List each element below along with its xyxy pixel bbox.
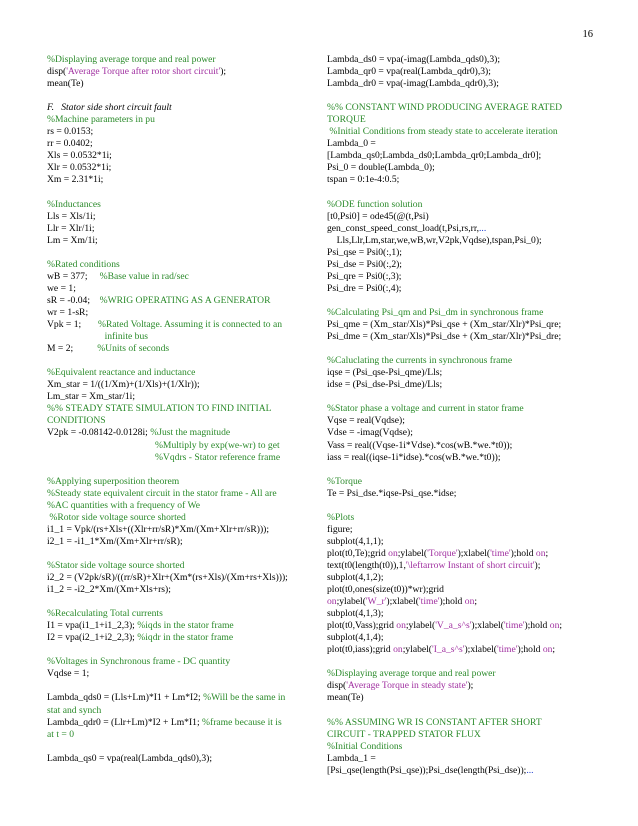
code-line: [47, 54, 315, 66]
code-text: subplot(4,1,4);: [327, 632, 384, 644]
code-text: Vdse = -imag(Vqdse);: [327, 427, 413, 439]
code-text: [Psi_qse(length(Psi_qse));Psi_dse(length(Psi_dse));: [327, 764, 527, 776]
code-text: );xlabel(: [471, 620, 504, 632]
comment-text: %Recalculating Total currents: [47, 608, 163, 620]
code-line: [327, 367, 595, 379]
code-line: [47, 187, 315, 199]
code-line: [47, 440, 315, 452]
code-text: );hold: [510, 547, 536, 559]
string-literal: on: [549, 620, 560, 632]
code-line: [47, 247, 315, 259]
code-text: Psi_qse = Psi0(:,1);: [327, 246, 402, 258]
comment-text: %Vqdrs - Stator reference frame: [154, 451, 281, 463]
code-text: Lambda_qdr0 = (Llr+Lm)*I2 + Lm*I1;: [47, 716, 203, 728]
code-line: [327, 66, 595, 78]
code-line: [47, 174, 315, 186]
code-line: [327, 391, 595, 403]
code-line: [327, 656, 595, 668]
comment-text: %Voltages in Synchronous frame - DC quantity: [47, 656, 231, 668]
string-literal: 'I_a_s^s': [432, 644, 465, 656]
code-line: [47, 355, 315, 367]
code-text: );: [467, 680, 474, 692]
code-line: [327, 331, 595, 343]
code-line: [47, 488, 315, 500]
code-text: disp(: [327, 680, 347, 692]
code-line: [327, 78, 595, 90]
string-literal: 'time': [418, 596, 440, 608]
code-line: [47, 717, 315, 729]
code-line: [47, 138, 315, 150]
code-text: V2pk = -0.08142-0.0128i;: [47, 427, 151, 439]
code-text: Lls = Xls/1i;: [47, 210, 96, 222]
code-line: [327, 632, 595, 644]
comment-text: %iqds in the stator frame: [137, 620, 234, 632]
code-line: [47, 415, 315, 427]
code-text: Lm_star = Xm_star/1i;: [47, 391, 136, 403]
code-text: [t0,Psi0] = ode45(@(t,Psi): [327, 210, 429, 222]
comment-text: %Rated conditions: [47, 258, 120, 270]
comment-text: %Machine parameters in pu: [47, 114, 155, 126]
code-line: [47, 199, 315, 211]
code-line: [327, 488, 595, 500]
code-line: [47, 680, 315, 692]
code-column-left: [47, 54, 315, 765]
code-text: ;: [474, 596, 478, 608]
code-text: i1_2 = -i2_2*Xm/(Xm+Xls+rs);: [47, 584, 171, 596]
comment-text: at t = 0: [47, 728, 74, 740]
code-line: [47, 741, 315, 753]
comment-text: %iqdr in the stator frame: [137, 632, 234, 644]
code-text: Te = Psi_dse.*iqse-Psi_qse.*idse;: [327, 487, 457, 499]
code-text: [47, 440, 155, 451]
code-text: Lambda_qs0 = vpa(real(Lambda_qds0),3);: [47, 752, 212, 764]
code-line: [327, 150, 595, 162]
code-text: ;ylabel(: [336, 596, 366, 608]
code-text: ;: [559, 620, 563, 632]
comment-text: %Plots: [327, 511, 355, 523]
code-text: Psi_qre = Psi0(:,3);: [327, 270, 402, 282]
code-line: [47, 403, 315, 415]
code-line: [327, 524, 595, 536]
code-line: [47, 283, 315, 295]
comment-text: %Stator side voltage source shorted: [47, 559, 185, 571]
code-line: [327, 307, 595, 319]
code-line: [47, 114, 315, 126]
code-text: Xm = 2.31*1i;: [47, 174, 104, 186]
code-line: [327, 114, 595, 126]
code-text: M = 2;: [47, 343, 98, 355]
code-line: [47, 560, 315, 572]
code-line: [47, 235, 315, 247]
code-line: [47, 126, 315, 138]
code-line: [47, 307, 315, 319]
code-line: [327, 765, 595, 777]
code-line: [327, 584, 595, 596]
string-literal: 'V_a_s^s': [435, 620, 472, 632]
code-line: [47, 162, 315, 174]
comment-text: %Torque: [327, 475, 363, 487]
comment-text: %Inductances: [47, 198, 101, 210]
comment-text: %Equivalent reactance and inductance: [47, 367, 196, 379]
comment-text: %% CONSTANT WIND PRODUCING AVERAGE RATED: [327, 102, 563, 114]
code-text: );: [220, 66, 227, 78]
code-text: );xlabel(: [386, 596, 419, 608]
code-line: [47, 572, 315, 584]
code-line: [327, 548, 595, 560]
code-line: [47, 391, 315, 403]
code-line: [47, 584, 315, 596]
string-literal: on: [327, 596, 337, 608]
comment-text: %Multiply by exp(we-wr) to get: [154, 439, 280, 451]
code-text: Psi_0 = double(Lambda_0);: [327, 162, 435, 174]
code-text: Vass = real((Vqse-1i*Vdse).*cos(wB.*we.*t0));: [327, 439, 513, 451]
comment-text: CIRCUIT - TRAPPED STATOR FLUX: [327, 728, 481, 740]
code-line: [327, 680, 595, 692]
code-text: Xls = 0.0532*1i;: [47, 150, 112, 162]
code-text: wr = 1-sR;: [47, 306, 89, 318]
code-text: plot(t0,iass);grid: [327, 644, 394, 656]
comment-text: %Initial Conditions from steady state to accelerate iteration: [327, 126, 558, 138]
code-text: sR = -0.04;: [47, 294, 100, 306]
code-line: [47, 427, 315, 439]
code-line: [327, 223, 595, 235]
code-text: );xlabel(: [457, 547, 491, 559]
code-line: [327, 452, 595, 464]
code-text: Psi_dre = Psi0(:,4);: [327, 282, 402, 294]
code-line: [327, 729, 595, 741]
string-literal: 'Average Torque in steady state': [346, 680, 468, 692]
code-text: );xlabel(: [464, 644, 497, 656]
comment-text: %Displaying average torque and real power: [47, 54, 216, 65]
code-line: [327, 500, 595, 512]
code-line: [327, 427, 595, 439]
code-line: [327, 572, 595, 584]
code-text: Lambda_0 =: [327, 138, 376, 150]
code-line: [327, 54, 595, 66]
code-text: Vqse = real(Vqdse);: [327, 415, 405, 427]
code-text: ;ylabel(: [397, 547, 428, 559]
code-line: [327, 211, 595, 223]
code-line: [327, 355, 595, 367]
code-text: mean(Te): [47, 78, 84, 90]
comment-text: %Stator phase a voltage and current in stator frame: [327, 403, 524, 415]
code-text: [47, 331, 105, 342]
code-line: [47, 343, 315, 355]
code-line: [47, 271, 315, 283]
code-line: [47, 500, 315, 512]
code-text: Lambda_qds0 = (Lls+Lm)*I1 + Lm*I2;: [47, 692, 204, 704]
code-line: [47, 668, 315, 680]
code-text: );hold: [439, 596, 465, 608]
code-line: [47, 259, 315, 271]
code-line: [327, 608, 595, 620]
code-line: [47, 620, 315, 632]
code-line: [327, 464, 595, 476]
code-text: Xm_star = 1/((1/Xm)+(1/Xls)+(1/Xlr));: [47, 379, 200, 391]
code-text: I1 = vpa(i1_1+i1_2,3);: [47, 620, 138, 632]
code-line: [47, 78, 315, 90]
code-line: [327, 692, 595, 704]
comment-text: infinite bus: [104, 331, 148, 343]
code-line: [47, 379, 315, 391]
code-line: [47, 644, 315, 656]
code-text: we = 1;: [47, 282, 76, 294]
code-text: text(t0(length(t0)),1,: [327, 559, 406, 571]
code-text: Lm = Xm/1i;: [47, 234, 98, 246]
comment-text: %Just the magnitude: [150, 427, 231, 439]
code-line: [327, 295, 595, 307]
string-literal: 'time': [503, 620, 525, 632]
code-line: [47, 512, 315, 524]
code-text: idse = (Psi_dse-Psi_dme)/Lls;: [327, 379, 443, 391]
code-line: [327, 536, 595, 548]
comment-text: %% STEADY STATE SIMULATION TO FIND INITIAL: [47, 403, 272, 415]
code-line: [327, 596, 595, 608]
code-text: plot(t0,ones(size(t0))*wr);grid: [327, 584, 444, 596]
code-text: Llr = Xlr/1i;: [47, 222, 95, 234]
code-text: Vpk = 1;: [47, 319, 98, 331]
code-text: ;: [552, 644, 556, 656]
comment-text: %% ASSUMING WR IS CONSTANT AFTER SHORT: [327, 716, 542, 728]
comment-text: %Will be the same in: [203, 692, 286, 704]
code-text: iqse = (Psi_qse-Psi_qme)/Lls;: [327, 367, 443, 379]
code-line: [47, 524, 315, 536]
continuation-keyword: ...: [526, 764, 534, 776]
comment-text: %Units of seconds: [97, 343, 170, 355]
code-line: [47, 66, 315, 78]
code-line: [327, 343, 595, 355]
code-text: ;: [545, 547, 549, 559]
comment-text: stat and synch: [47, 704, 102, 716]
code-text: mean(Te): [327, 692, 364, 704]
code-line: [327, 512, 595, 524]
code-line: [327, 644, 595, 656]
comment-text: TORQUE: [327, 114, 366, 126]
code-text: );: [534, 559, 541, 571]
string-literal: 'Average Torque after rotor short circuit': [66, 66, 221, 78]
code-text: ;ylabel(: [405, 620, 436, 632]
code-text: tspan = 0:1e-4:0.5;: [327, 174, 400, 186]
code-text: figure;: [327, 523, 353, 535]
code-line: [327, 415, 595, 427]
comment-text: %Initial Conditions: [327, 740, 403, 752]
code-line: [47, 319, 315, 331]
string-literal: on: [393, 644, 403, 656]
comment-text: %Rotor side voltage source shorted: [47, 511, 186, 523]
code-text: gen_const_speed_const_load(t,Psi,rs,rr,: [327, 222, 480, 234]
string-literal: on: [535, 547, 546, 559]
code-text: subplot(4,1,2);: [327, 572, 384, 584]
code-text: i1_1 = Vpk/(rs+Xls+((Xlr+rr/sR)*Xm/(Xm+Xlr+rr/sR)));: [47, 523, 270, 535]
code-text: Lls,Llr,Lm,star,we,wB,wr,V2pk,Vqdse),tspan,Psi_0);: [327, 234, 542, 246]
code-text: Lambda_1 =: [327, 752, 376, 764]
code-line: [47, 608, 315, 620]
code-line: [327, 319, 595, 331]
code-text: Psi_dse = Psi0(:,2);: [327, 258, 402, 270]
code-line: [327, 259, 595, 271]
continuation-keyword: ...: [479, 222, 487, 234]
code-line: [47, 464, 315, 476]
code-line: [327, 138, 595, 150]
code-text: );hold: [524, 620, 550, 632]
code-text: subplot(4,1,1);: [327, 535, 384, 547]
section-heading: F. Stator side short circuit fault: [47, 102, 172, 114]
code-line: [327, 741, 595, 753]
string-literal: on: [396, 620, 406, 632]
code-line: [327, 440, 595, 452]
code-line: [47, 705, 315, 717]
code-line: [327, 753, 595, 765]
code-text: ;ylabel(: [402, 644, 432, 656]
page-number: 16: [582, 29, 593, 40]
code-text: I2 = vpa(i2_1+i2_2,3);: [47, 632, 138, 644]
code-line: [47, 211, 315, 223]
code-text: Xlr = 0.0532*1i;: [47, 162, 112, 174]
code-line: [47, 331, 315, 343]
code-line: [327, 102, 595, 114]
string-literal: 'W_r': [365, 596, 387, 608]
comment-text: %Base value in rad/sec: [99, 270, 189, 282]
code-text: Lambda_ds0 = vpa(-imag(Lambda_qds0),3);: [327, 54, 500, 65]
code-text: Lambda_dr0 = vpa(-imag(Lambda_qdr0),3);: [327, 78, 499, 90]
code-line: [47, 90, 315, 102]
code-line: [327, 187, 595, 199]
code-text: rs = 0.0153;: [47, 126, 94, 138]
code-line: [47, 367, 315, 379]
string-literal: on: [542, 644, 553, 656]
code-text: [47, 452, 155, 463]
comment-text: %Steady state equivalent circuit in the stator frame - All are: [47, 487, 277, 499]
comment-text: %Caluclating the currents in synchronous frame: [327, 355, 513, 367]
code-text: Vqdse = 1;: [47, 668, 90, 680]
code-text: Lambda_qr0 = vpa(real(Lambda_qdr0),3);: [327, 66, 491, 78]
code-text: rr = 0.0402;: [47, 138, 93, 150]
code-line: [47, 452, 315, 464]
string-literal: on: [464, 596, 475, 608]
code-text: plot(t0,Vass);grid: [327, 620, 397, 632]
code-text: [Lambda_qs0;Lambda_ds0;Lambda_qr0;Lambda_dr0];: [327, 150, 542, 162]
code-line: [47, 753, 315, 765]
code-line: [47, 656, 315, 668]
code-line: [47, 476, 315, 488]
code-text: disp(: [47, 66, 67, 78]
code-line: [47, 150, 315, 162]
code-line: [47, 632, 315, 644]
string-literal: 'time': [490, 547, 511, 559]
comment-text: %WRIG OPERATING AS A GENERATOR: [99, 294, 271, 306]
code-text: );hold: [517, 644, 543, 656]
code-line: [327, 705, 595, 717]
code-line: [47, 596, 315, 608]
code-line: [47, 295, 315, 307]
code-line: [47, 548, 315, 560]
code-line: [327, 162, 595, 174]
code-text: i2_1 = -i1_1*Xm/(Xm+Xlr+rr/sR);: [47, 535, 183, 547]
code-text: iass = real((iqse-1i*idse).*cos(wB.*we.*t0));: [327, 451, 501, 463]
code-line: [327, 379, 595, 391]
string-literal: 'time': [496, 644, 518, 656]
comment-text: CONDITIONS: [47, 415, 106, 427]
code-line: [327, 403, 595, 415]
code-text: subplot(4,1,3);: [327, 608, 384, 620]
comment-text: %AC quantities with a frequency of We: [47, 499, 201, 511]
code-text: i2_2 = (V2pk/sR)/((rr/sR)+Xlr+(Xm*(rs+Xls)/(Xm+rs+Xls)));: [47, 572, 288, 584]
code-line: [327, 476, 595, 488]
code-line: [327, 620, 595, 632]
comment-text: %frame because it is: [202, 716, 282, 728]
code-line: [327, 560, 595, 572]
code-line: [327, 126, 595, 138]
comment-text: %Calculating Psi_qm and Psi_dm in synchronous frame: [327, 306, 544, 318]
string-literal: 'Torque': [427, 547, 458, 559]
code-line: [47, 536, 315, 548]
code-line: [327, 717, 595, 729]
code-line: [47, 729, 315, 741]
code-line: [327, 283, 595, 295]
code-line: [327, 174, 595, 186]
string-literal: '\leftarrow Instant of short circuit': [405, 559, 535, 571]
comment-text: %Displaying average torque and real power: [327, 668, 496, 680]
code-column-right: [327, 54, 595, 777]
comment-text: %ODE function solution: [327, 198, 423, 210]
code-line: [327, 247, 595, 259]
string-literal: on: [388, 547, 398, 559]
code-text: Psi_dme = (Xm_star/Xls)*Psi_dse + (Xm_star/Xlr)*Psi_dre;: [327, 331, 562, 343]
code-text: plot(t0,Te);grid: [327, 547, 389, 559]
code-line: [327, 199, 595, 211]
code-line: [47, 223, 315, 235]
comment-text: %Rated Voltage. Assuming it is connected to an: [97, 319, 283, 331]
code-text: Psi_qme = (Xm_star/Xls)*Psi_qse + (Xm_star/Xlr)*Psi_qre;: [327, 319, 562, 331]
code-line: [327, 271, 595, 283]
code-line: [47, 692, 315, 704]
code-line: [327, 668, 595, 680]
code-line: [47, 102, 315, 114]
code-line: [327, 90, 595, 102]
code-line: [327, 235, 595, 247]
comment-text: %Applying superposition theorem: [47, 475, 180, 487]
code-text: wB = 377;: [47, 270, 100, 282]
